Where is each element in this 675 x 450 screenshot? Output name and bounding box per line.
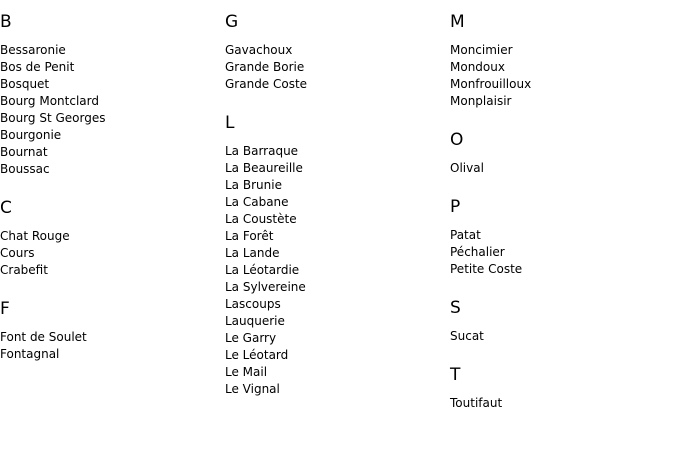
place-list	[450, 227, 670, 278]
place-link[interactable]: La Brunie	[225, 178, 282, 192]
letter-group	[0, 198, 220, 279]
letter-group	[0, 12, 220, 178]
group-letter-heading: O	[450, 130, 464, 150]
place-link[interactable]: Monfrouilloux	[450, 77, 532, 91]
place-link[interactable]: Bourg Montclard	[0, 94, 99, 108]
place-list	[450, 42, 670, 110]
place-link[interactable]: La Barraque	[225, 144, 299, 158]
place-list	[225, 42, 445, 93]
place-link[interactable]: La Sylvereine	[225, 280, 306, 294]
place-link[interactable]: Péchalier	[450, 245, 505, 259]
place-link[interactable]: Le Mail	[225, 365, 268, 379]
place-link[interactable]: Le Vignal	[225, 382, 280, 396]
place-list	[450, 160, 670, 177]
place-link[interactable]: Bos de Penit	[0, 60, 75, 74]
place-link[interactable]: Cours	[0, 246, 35, 260]
group-letter-heading: B	[0, 12, 12, 32]
place-list	[0, 228, 220, 279]
group-letter-heading: P	[450, 197, 461, 217]
group-letter-heading: S	[450, 298, 461, 318]
place-link[interactable]: Monplaisir	[450, 94, 512, 108]
place-link[interactable]: Fontagnal	[0, 347, 60, 361]
letter-group	[450, 12, 670, 110]
group-letter-heading: F	[0, 299, 10, 319]
place-link[interactable]: La Coustète	[225, 212, 297, 226]
letter-group	[0, 299, 220, 363]
place-list	[225, 143, 445, 398]
letter-group	[225, 12, 445, 93]
index-column-2	[225, 0, 445, 398]
place-link[interactable]: Grande Borie	[225, 60, 305, 74]
place-link[interactable]: Bournat	[0, 145, 48, 159]
place-list	[0, 329, 220, 363]
place-link[interactable]: Olival	[450, 161, 484, 175]
index-column-3	[450, 0, 670, 412]
letter-group	[450, 365, 670, 412]
place-link[interactable]: Lascoups	[225, 297, 281, 311]
place-link[interactable]: Sucat	[450, 329, 484, 343]
place-link[interactable]: La Léotardie	[225, 263, 300, 277]
place-link[interactable]: La Forêt	[225, 229, 274, 243]
place-link[interactable]: La Beaureille	[225, 161, 303, 175]
place-link[interactable]: Patat	[450, 228, 481, 242]
letter-group	[450, 298, 670, 345]
place-link[interactable]: Le Garry	[225, 331, 277, 345]
place-link[interactable]: Toutifaut	[450, 396, 503, 410]
place-link[interactable]: Lauquerie	[225, 314, 285, 328]
letter-group	[450, 130, 670, 177]
place-link[interactable]: Bourgonie	[0, 128, 62, 142]
group-letter-heading: M	[450, 12, 465, 32]
place-list	[450, 328, 670, 345]
place-link[interactable]: Crabefit	[0, 263, 48, 277]
place-list	[0, 42, 220, 178]
group-letter-heading: G	[225, 12, 239, 32]
group-letter-heading: C	[0, 198, 12, 218]
place-link[interactable]: Font de Soulet	[0, 330, 87, 344]
letter-group	[450, 197, 670, 278]
place-link[interactable]: Bourg St Georges	[0, 111, 106, 125]
index-column-1	[0, 0, 220, 363]
place-link[interactable]: Mondoux	[450, 60, 505, 74]
place-link[interactable]: La Lande	[225, 246, 280, 260]
place-link[interactable]: Le Léotard	[225, 348, 289, 362]
place-link[interactable]: Grande Coste	[225, 77, 308, 91]
place-link[interactable]: Gavachoux	[225, 43, 293, 57]
place-link[interactable]: Moncimier	[450, 43, 513, 57]
place-link[interactable]: Bessaronie	[0, 43, 66, 57]
place-link[interactable]: Boussac	[0, 162, 50, 176]
group-letter-heading: L	[225, 113, 235, 133]
place-list	[450, 395, 670, 412]
place-link[interactable]: Petite Coste	[450, 262, 523, 276]
place-link[interactable]: Bosquet	[0, 77, 50, 91]
letter-group	[225, 113, 445, 398]
group-letter-heading: T	[450, 365, 461, 385]
place-link[interactable]: Chat Rouge	[0, 229, 70, 243]
place-link[interactable]: La Cabane	[225, 195, 289, 209]
